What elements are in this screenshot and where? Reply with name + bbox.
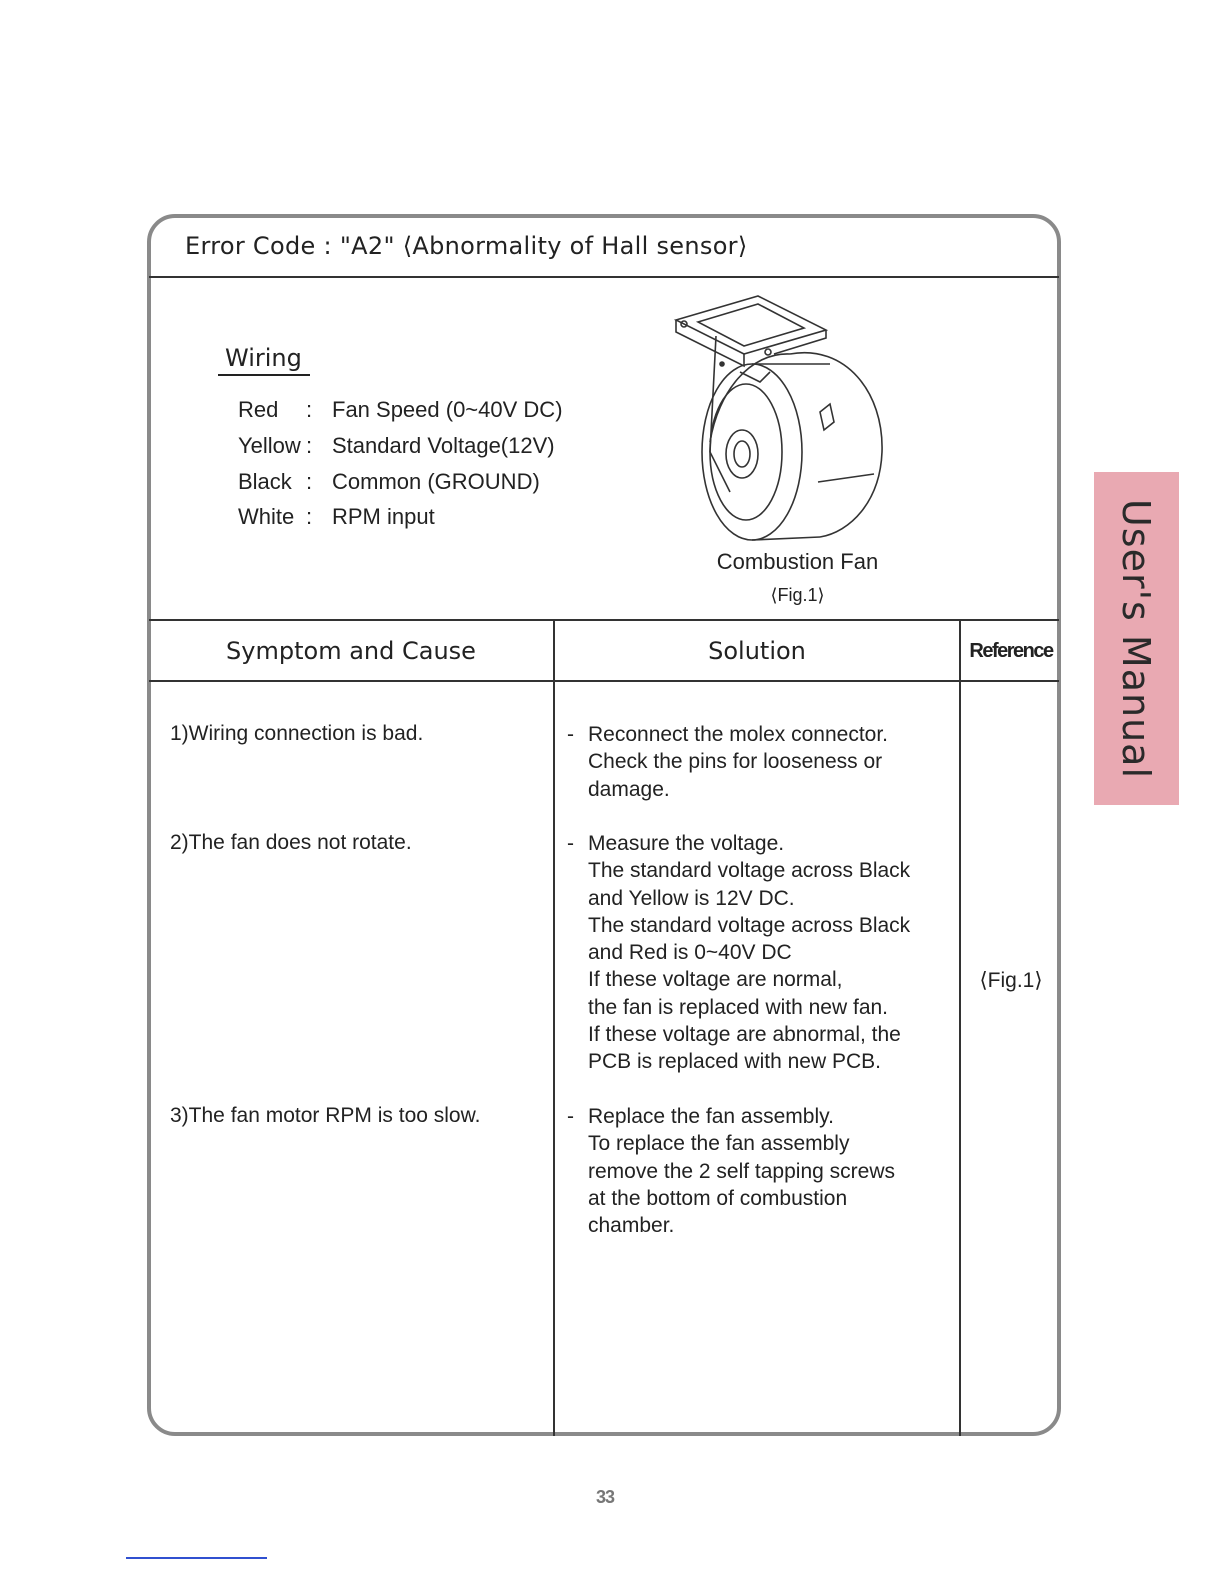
symptom-cause: 2)The fan does not rotate.	[170, 831, 412, 854]
wire-description: RPM input	[332, 504, 435, 529]
wiring-row	[238, 397, 563, 427]
reference-column-header: Reference	[969, 640, 1053, 662]
section-side-tab	[1094, 472, 1179, 805]
solution-line: and Yellow is 12V DC.	[588, 886, 795, 910]
figure-label: ⟨Fig.1⟩	[770, 585, 825, 605]
wire-color: Red	[238, 397, 279, 422]
symptom-cause: 1)Wiring connection is bad.	[170, 722, 424, 745]
wire-color: Yellow	[238, 433, 301, 458]
table-header-rule	[149, 680, 1059, 682]
figure-caption: Combustion Fan	[716, 549, 879, 574]
solution-text	[567, 1103, 962, 1239]
combustion-fan-icon	[670, 292, 900, 552]
page-title: Error Code : "A2" ⟨Abnormality of Hall sensor⟩	[185, 232, 748, 260]
solution-line: chamber.	[588, 1214, 675, 1238]
solution-line: the fan is replaced with new fan.	[588, 995, 889, 1019]
wire-separator: :	[306, 397, 313, 422]
wiring-heading: Wiring	[218, 344, 310, 376]
wiring-row	[238, 433, 555, 463]
solution-line: Measure the voltage.	[588, 832, 785, 855]
symptom-cause: 3)The fan motor RPM is too slow.	[170, 1104, 481, 1127]
wiring-row	[238, 469, 540, 499]
solution-line: Reconnect the molex connector.	[588, 723, 889, 746]
side-tab-label: User's Manual	[1114, 498, 1159, 779]
solution-line: Check the pins for looseness or	[588, 750, 883, 774]
solution-line: remove the 2 self tapping screws	[588, 1159, 895, 1183]
wiring-row	[238, 504, 435, 534]
wire-description: Common (GROUND)	[332, 469, 540, 494]
solution-text	[567, 830, 962, 1076]
solution-line: and Red is 0~40V DC	[588, 941, 792, 965]
wire-separator: :	[306, 504, 313, 529]
wire-description: Standard Voltage(12V)	[332, 433, 555, 458]
wire-color: Black	[238, 469, 292, 494]
wire-separator: :	[306, 433, 313, 458]
symptom-column-header: Symptom and Cause	[226, 637, 476, 665]
solution-dash: -	[567, 832, 574, 855]
header-divider	[149, 276, 1059, 278]
wire-separator: :	[306, 469, 313, 494]
solution-line: PCB is replaced with new PCB.	[588, 1050, 881, 1074]
solution-line: The standard voltage across Black	[588, 859, 911, 883]
solution-dash: -	[567, 1105, 574, 1128]
solution-line: The standard voltage across Black	[588, 913, 911, 937]
solution-line: If these voltage are normal,	[588, 968, 843, 992]
solution-line: If these voltage are abnormal, the	[588, 1023, 901, 1047]
solution-dash: -	[567, 723, 574, 746]
solution-line: damage.	[588, 777, 670, 801]
table-column-divider	[553, 620, 555, 1436]
bottom-rule	[126, 1557, 267, 1559]
solution-column-header: Solution	[708, 637, 806, 665]
page-number: 33	[595, 1487, 615, 1507]
wire-description: Fan Speed (0~40V DC)	[332, 397, 563, 422]
table-top-rule	[149, 619, 1059, 621]
solution-line: Replace the fan assembly.	[588, 1105, 834, 1128]
reference-value: ⟨Fig.1⟩	[979, 969, 1043, 992]
wire-color: White	[238, 504, 295, 529]
solution-line: at the bottom of combustion	[588, 1186, 848, 1210]
solution-text	[567, 721, 962, 803]
solution-line: To replace the fan assembly	[588, 1132, 850, 1156]
